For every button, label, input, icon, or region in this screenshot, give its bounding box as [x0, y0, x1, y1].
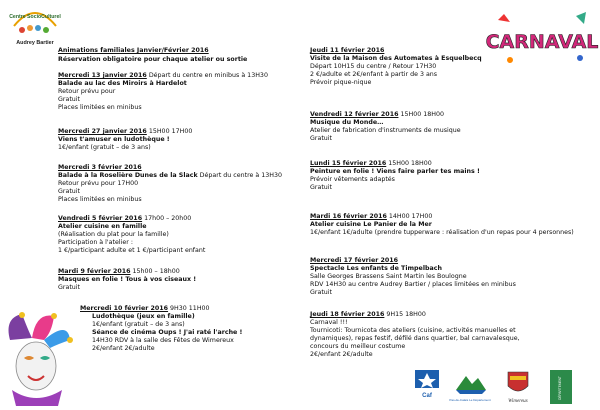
event-line: 2€/enfant 2€/adulte [310, 351, 373, 359]
event-line: Retour prévu pour [58, 88, 116, 96]
page-subtitle: Réservation obligatoire pour chaque atelier ou sortie [58, 56, 248, 63]
jester-illustration [2, 310, 74, 406]
event-date: Mardi 9 février 2016 [58, 268, 131, 275]
event-title: Balade à la Roselière Dunes de la Slack [58, 172, 198, 180]
org-logo [8, 4, 62, 48]
event-line: Places limitées en minibus [58, 196, 142, 204]
event-line: RDV 14H30 au centre Audrey Bartier / places limitées en minibus [310, 281, 516, 289]
event-time: 15h00 – 18h00 [130, 268, 180, 275]
event-title: Visite de la Maison des Automates à Esquelbecq [310, 55, 482, 63]
event-right-5 [310, 257, 516, 297]
event-line: 1 €/participant adulte et 1 €/participant enfant [58, 247, 206, 255]
event-line: Carnaval !!! [310, 319, 348, 327]
event-right-4 [310, 213, 574, 237]
event-line: 2 €/adulte et 2€/enfant à partir de 3 ans [310, 71, 438, 79]
event-title: Balade au lac des Miroirs à Hardelot [58, 80, 187, 88]
event-line: Gratuit [58, 284, 81, 292]
caf-logo [410, 368, 444, 404]
event-line: (Réalisation du plat pour la famille) [58, 231, 169, 239]
pas-de-calais-logo [449, 370, 491, 404]
event-date: Vendredi 12 février 2016 [310, 111, 399, 118]
page-title: Animations familiales Janvier/Février 2016 [58, 47, 209, 54]
event-right-1 [310, 47, 482, 87]
event-title: Masques en folie ! Tous à vos ciseaux ! [58, 276, 197, 284]
event-line: Gratuit [310, 135, 333, 143]
event-left-3 [58, 164, 282, 204]
event-time: 15H00 18H00 [398, 111, 444, 118]
event-date: Mercredi 27 janvier 2016 [58, 128, 147, 135]
event-title: Musique du Monde… [310, 119, 384, 127]
pdc-label: Pas-de-Calais Le Département [449, 398, 491, 402]
event-line: Tournicoti: Tournicota des ateliers (cuisine, activités manuelles et [310, 327, 516, 335]
event-time: 17h00 – 20h00 [142, 215, 192, 222]
event-title: Ludothèque (jeux en famille) [92, 313, 195, 321]
event-line: 1€/enfant (gratuit – de 3 ans) [92, 321, 185, 329]
event-date: Vendredi 5 février 2016 [58, 215, 143, 222]
event-date: Lundi 15 février 2016 [310, 160, 387, 167]
event-left-5 [58, 268, 196, 292]
carnaval-banner [485, 10, 599, 70]
event-title: Viens t'amuser en ludothèque ! [58, 136, 170, 144]
event-line: dynamiques), repas festif, défilé dans quartier, bal carnavalesque, [310, 335, 520, 343]
event-title: Atelier cuisine Le Panier de la Mer [310, 221, 432, 229]
event-right-2 [310, 111, 461, 143]
event-line: Départ 10H15 du centre / Retour 17H30 [310, 63, 437, 71]
event-date: Mercredi 3 février 2016 [58, 164, 142, 171]
event-line: 1€/enfant 1€/adulte (prendre tupperware : réalisation d'un repas pour 4 personnes) [310, 229, 574, 237]
departement-logo [548, 368, 574, 406]
org-name-line1: Centre SocioCulturel [9, 14, 61, 20]
dept-label: DÉPARTEMENT [558, 376, 562, 400]
carnaval-word: CARNAVAL [485, 31, 599, 53]
event-line: Gratuit [58, 96, 81, 104]
event-date: Jeudi 11 février 2016 [310, 47, 385, 54]
event-left-1 [58, 72, 268, 112]
event-time: 15H00 18H00 [386, 160, 432, 167]
event-time: 14H00 17H00 [386, 213, 433, 220]
wimereux-label: Wimereux [508, 399, 528, 404]
event-date: Jeudi 18 février 2016 [310, 311, 385, 318]
event-line: Gratuit [58, 188, 81, 196]
event-time: Départ du centre à 13H30 [197, 172, 283, 180]
event-line: Places limitées en minibus [58, 104, 142, 112]
event-title: Peinture en folie ! Viens faire parler tes mains ! [310, 168, 480, 176]
caf-label: Caf [422, 393, 432, 399]
event-date: Mercredi 17 février 2016 [310, 257, 399, 264]
event-line: concours du meilleur costume [310, 343, 406, 351]
event-line: Atelier de fabrication d'instruments de musique [310, 127, 461, 135]
event-line: Prévoir pique-nique [310, 79, 372, 87]
org-name-line2: Audrey Bartier [16, 40, 54, 46]
event-line: Salle Georges Brassens Saint Martin les Boulogne [310, 273, 467, 281]
event-date: Mercredi 13 janvier 2016 [58, 72, 147, 79]
event-right-3 [310, 160, 480, 192]
event-line: Prévoir vêtements adaptés [310, 176, 395, 184]
event-date: Mardi 16 février 2016 [310, 213, 387, 220]
event-time: 9H15 18H00 [384, 311, 426, 318]
event-date: Mercredi 10 février 2016 [80, 305, 169, 312]
event-title: Séance de cinéma Oups ! J'ai raté l'arche ! [92, 329, 243, 337]
event-line: Retour prévu pour 17H00 [58, 180, 139, 188]
event-line: Gratuit [310, 289, 333, 297]
wimereux-logo [500, 368, 536, 406]
event-left-2 [58, 128, 192, 152]
event-time: 9H30 11H00 [168, 305, 210, 312]
event-line: Gratuit [310, 184, 333, 192]
event-title: Spectacle Les enfants de Timpelbach [310, 265, 442, 273]
event-right-6 [310, 311, 520, 360]
event-title: Atelier cuisine en famille [58, 223, 147, 231]
event-line: Participation à l'atelier : [58, 239, 133, 247]
event-line: 2€/enfant 2€/adulte [92, 345, 155, 353]
event-left-6 [80, 305, 242, 354]
event-line: 1€/enfant (gratuit – de 3 ans) [58, 144, 151, 152]
event-left-4 [58, 215, 205, 255]
event-line: 14H30 RDV à la salle des Fêtes de Wimereux [92, 337, 234, 345]
event-time: 15H00 17H00 [146, 128, 193, 135]
event-time: Départ du centre en minibus à 13H30 [146, 72, 268, 79]
